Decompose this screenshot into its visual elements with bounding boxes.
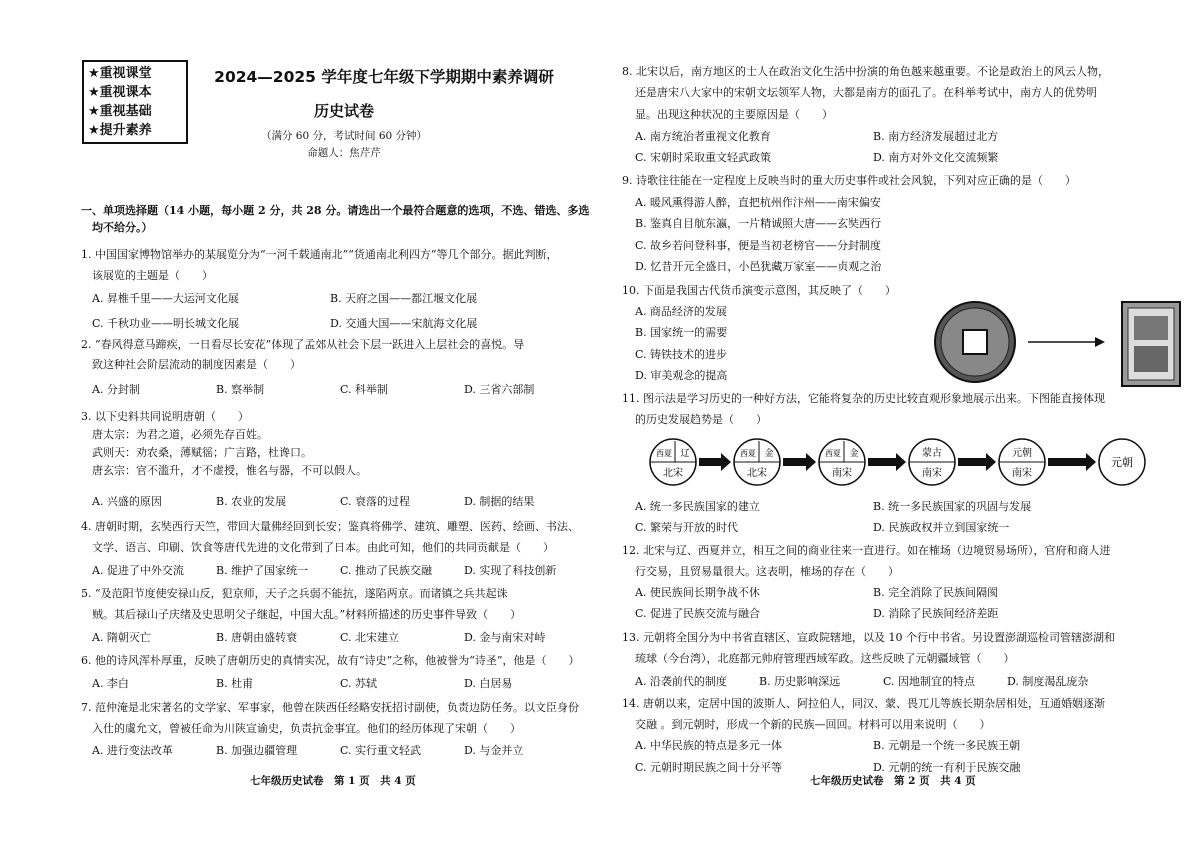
question-text: 还是唐宋八大家中的宋朝文坛领军人物，大都是南方的面孔了。在科举考试中，南方人的优势明 <box>635 86 1097 99</box>
answer-option: B. 察举制 <box>216 383 265 396</box>
answer-option: D. 白居易 <box>464 677 513 690</box>
question-text: 均不给分。） <box>92 221 153 234</box>
question-text: 一、单项选择题（14 小题，每小题 2 分，共 28 分。请选出一个最符合题意的选项，不选、错选、多选 <box>81 204 590 217</box>
question-text: C. 铸铁技术的进步 <box>635 348 728 361</box>
answer-option: A. 中华民族的特点是多元一体 <box>635 739 782 752</box>
page-footer: 七年级历史试卷 第 1 页 共 4 页 <box>250 775 416 787</box>
stage-label: 西夏 <box>656 449 672 458</box>
question-text: 13. 元朝将全国分为中书省直辖区、宣政院辖地，以及 10 个行中书省。另设置澎湖巡检司管辖澎湖和 <box>622 631 1115 644</box>
arrow-right-icon <box>1028 337 1105 347</box>
dynasty-stage <box>734 439 780 485</box>
stage-label: 元朝 <box>1012 448 1032 459</box>
ancient-coin-icon <box>935 302 1015 382</box>
answer-option: D. 消除了民族间经济差距 <box>873 607 999 620</box>
arrow-right-icon <box>699 453 731 471</box>
stage-label: 北宋 <box>663 468 683 479</box>
answer-option: A. 李白 <box>92 677 129 690</box>
right-page <box>600 0 1200 849</box>
answer-option: A. 进行变法改革 <box>92 744 173 757</box>
answer-option: B. 历史影响深远 <box>759 675 841 688</box>
answer-option: C. 衰落的过程 <box>340 495 411 508</box>
answer-option: C. 宋朝时采取重文轻武政策 <box>635 151 772 164</box>
paper-money-icon <box>1122 302 1180 386</box>
answer-option: C. 苏轼 <box>340 677 378 690</box>
question-text: 致这种社会阶层流动的制度因素是（ ） <box>92 358 301 371</box>
answer-option: A. 统一多民族国家的建立 <box>635 500 760 513</box>
question-text: 1. 中国国家博物馆举办的某展览分为“一河千载通南北”“货通南北利四方”等几个部分。据此判断， <box>81 248 558 261</box>
stage-label: 西夏 <box>825 449 841 458</box>
stage-label: 南宋 <box>832 468 852 479</box>
answer-option: D. 制据的结果 <box>464 495 535 508</box>
question-text: 4. 唐朝时期，玄奘西行天竺，带回大量佛经回到长安；鉴真将佛学、建筑、雕塑、医药、绘画、书法、 <box>81 520 579 533</box>
answer-option: D. 三省六部制 <box>464 383 535 396</box>
question-text: 12. 北宋与辽、西夏并立，相互之间的商业往来一直进行。如在榷场（边境贸易场所），官府和商人进 <box>622 544 1111 557</box>
answer-option: A. 使民族间长期争战不休 <box>635 586 760 599</box>
answer-option: C. 千秋功业——明长城文化展 <box>92 317 240 330</box>
stage-label: 北宋 <box>747 468 767 479</box>
question-text: 10. 下面是我国古代货币演变示意图，其反映了（ ） <box>622 284 896 297</box>
question-text: 贼。其后禄山子庆绪及史思明父子继起，中国大乱。”材料所描述的历史事件导致（ ） <box>92 608 522 621</box>
question-text: 唐太宗：为君之道，必须先存百姓。 <box>92 428 268 441</box>
question-text: 5. “及范阳节度使安禄山反，犯京师，天子之兵弱不能抗，遂陷两京。而诸镇之兵共起诛 <box>81 587 508 600</box>
question-text: 2. “春风得意马蹄疾，一日看尽长安花”体现了孟郊从社会下层一跃进入上层社会的喜悦。导 <box>81 338 525 351</box>
question-text: 9. 诗歌往往能在一定程度上反映当时的重大历史事件或社会风貌，下列对应正确的是（ ） <box>622 174 1076 187</box>
stage-label: 南宋 <box>922 468 942 479</box>
answer-option: B. 统一多民族国家的巩固与发展 <box>873 500 1032 513</box>
exam-meta <box>184 128 504 162</box>
answer-option: C. 繁荣与开放的时代 <box>635 521 739 534</box>
dynasty-stage <box>999 439 1045 485</box>
question-text: 武则天：劝农桑，薄赋徭；广言路，杜谗口。 <box>92 446 312 459</box>
question-text: 交融 。到元朝时，形成一个新的民族—回回。材料可以用来说明（ ） <box>635 718 991 731</box>
arrow-right-icon <box>958 453 996 471</box>
arrow-right-icon <box>1048 453 1096 471</box>
answer-option: A. 分封制 <box>92 383 140 396</box>
stage-label: 金 <box>764 449 774 459</box>
question-text: 的历史发展趋势是（ ） <box>635 413 767 426</box>
answer-option: B. 天府之国——都江堰文化展 <box>330 292 478 305</box>
answer-option: D. 元朝的统一有利于民族交融 <box>873 761 1021 774</box>
question-text: 文学、语言、印刷、饮食等唐代先进的文化带到了日本。由此可知，他们的共同贡献是（ ） <box>92 541 554 554</box>
motto-line: ★提升素养 <box>88 123 152 138</box>
answer-option: B. 农业的发展 <box>216 495 287 508</box>
dynasty-stage <box>909 439 955 485</box>
answer-option: A. 兴盛的原因 <box>92 495 162 508</box>
answer-option: C. 元朝时期民族之间十分平等 <box>635 761 783 774</box>
stage-label: 南宋 <box>1012 468 1032 479</box>
answer-option: C. 促进了民族交流与融合 <box>635 607 761 620</box>
answer-option: C. 实行重文轻武 <box>340 744 422 757</box>
answer-option: B. 维护了国家统一 <box>216 564 309 577</box>
page-footer: 七年级历史试卷 第 2 页 共 4 页 <box>810 775 976 787</box>
answer-option: D. 与金并立 <box>464 744 524 757</box>
answer-option: D. 实现了科技创新 <box>464 564 557 577</box>
stage-label: 元朝 <box>1111 456 1133 469</box>
answer-option: C. 因地制宜的特点 <box>883 675 976 688</box>
question-text: 入仕的虞允文，曾被任命为川陕宣谕史，负责抗金事宜。他们的经历体现了宋朝（ ） <box>92 722 521 735</box>
question-text: 11. 图示法是学习历史的一种好方法，它能将复杂的历史比较直观形象地展示出来。下图能直接体现 <box>622 392 1105 405</box>
dynasty-chain-figure <box>647 437 1152 487</box>
motto-line: ★重视基础 <box>88 104 152 119</box>
answer-option: B. 完全消除了民族间隔阂 <box>873 586 999 599</box>
dynasty-stage <box>650 439 696 485</box>
question-text: B. 国家统一的需要 <box>635 326 728 339</box>
question-text: 显。出现这种状况的主要原因是（ ） <box>635 108 833 121</box>
exam-subtitle: 历史试卷 <box>313 102 374 120</box>
answer-option: B. 加强边疆管理 <box>216 744 298 757</box>
question-text: 3. 以下史料共同说明唐朝（ ） <box>81 410 249 423</box>
answer-option: A. 南方统治者重视文化教育 <box>635 130 771 143</box>
score-time: （满分 60 分，考试时间 60 分钟） <box>260 130 428 142</box>
stage-label: 西夏 <box>740 449 756 458</box>
question-text: D. 审美观念的提高 <box>635 369 728 382</box>
arrow-right-icon <box>783 453 816 471</box>
currency-evolution-figure <box>930 300 1190 390</box>
question-text: 唐玄宗：官不滥升，才不虚授，惟名与器，不可以假人。 <box>92 464 367 477</box>
answer-option: A. 促进了中外交流 <box>92 564 184 577</box>
answer-option: D. 南方对外文化交流频繁 <box>873 151 999 164</box>
answer-option: B. 唐朝由盛转衰 <box>216 631 298 644</box>
answer-option: D. 金与南宋对峙 <box>464 631 546 644</box>
stage-label: 蒙古 <box>922 448 942 459</box>
answer-option: A. 沿袭前代的制度 <box>635 675 727 688</box>
dynasty-stage <box>819 439 865 485</box>
dynasty-stage <box>1099 439 1145 485</box>
answer-option: D. 制度渴乱庞杂 <box>1007 675 1089 688</box>
question-text: 14. 唐朝以来，定居中国的波斯人、阿拉伯人，同汉、蒙、畏兀儿等族长期杂居相处，互通婚姻逐渐 <box>622 697 1105 710</box>
question-text: 该展览的主题是（ ） <box>92 269 213 282</box>
arrow-right-icon <box>868 453 906 471</box>
question-text: C. 故乡若问登科事，便是当初老榜官——分封制度 <box>635 239 882 252</box>
exam-title: 2024—2025 学年度七年级下学期期中素养调研 <box>214 68 554 86</box>
motto-line: ★重视课堂 <box>88 66 152 81</box>
answer-option: D. 交通大国——宋航海文化展 <box>330 317 478 330</box>
answer-option: C. 北宋建立 <box>340 631 400 644</box>
answer-option: B. 杜甫 <box>216 677 254 690</box>
question-text: 琉球（今台湾），北庭都元帅府管理西域军政。这些反映了元朝疆域管（ ） <box>635 652 1015 665</box>
answer-option: A. 隋朝灭亡 <box>92 631 151 644</box>
answer-option: A. 昇椎千里——大运河文化展 <box>92 292 239 305</box>
answer-option: D. 民族政权并立到国家统一 <box>873 521 1010 534</box>
stage-label: 辽 <box>680 449 690 459</box>
author: 命题人：焦芹芹 <box>307 147 381 159</box>
question-text: B. 鉴真自目航东瀛，一片精诚照大唐——玄奘西行 <box>635 217 882 230</box>
answer-option: B. 南方经济发展超过北方 <box>873 130 999 143</box>
question-text: 行交易，且贸易量很大。这表明，榷场的存在（ ） <box>635 565 899 578</box>
motto-box <box>82 60 188 144</box>
question-text: 7. 范仲淹是北宋著名的文学家、军事家，他曾在陕西任经略安抚招讨副使，负责边防任务。以文臣身份 <box>81 701 579 714</box>
question-text: 6. 他的诗风浑朴厚重，反映了唐朝历史的真情实况，故有“诗史”之称，他被誉为“诗圣”，他是（ ） <box>81 654 580 667</box>
answer-option: C. 推动了民族交融 <box>340 564 433 577</box>
answer-option: C. 科举制 <box>340 383 389 396</box>
stage-label: 金 <box>849 449 859 459</box>
motto-line: ★重视课本 <box>88 85 152 100</box>
answer-option: B. 元朝是一个统一多民族王朝 <box>873 739 1021 752</box>
question-text: A. 商品经济的发展 <box>635 305 727 318</box>
question-text: 8. 北宋以后，南方地区的士人在政治文化生活中扮演的角色越来越重要。不论是政治上的风云人物， <box>622 65 1109 78</box>
question-text: D. 忆昔开元全盛日，小邑犹藏万家室——贞观之治 <box>635 260 882 273</box>
question-text: A. 暖风熏得游人醉，直把杭州作汴州——南宋偏安 <box>635 196 881 209</box>
